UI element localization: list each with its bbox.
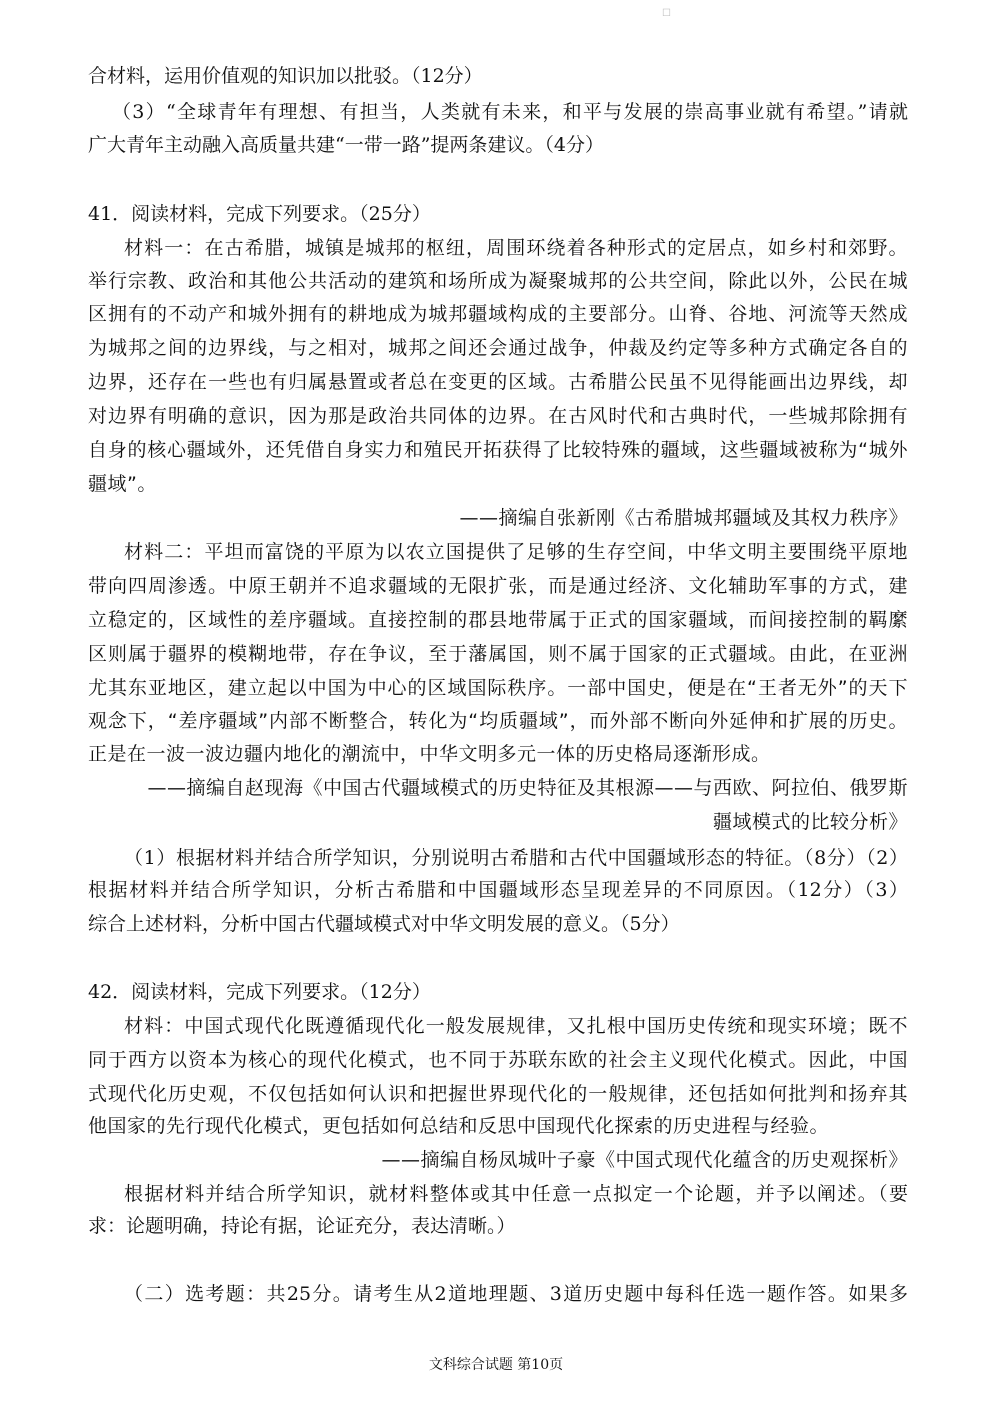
q42-m-line: 材料：中国式现代化既遵循现代化一般发展规律，又扎根中国历史传统和现实环境；既不 <box>124 1015 908 1037</box>
q41-m1-line: 举行宗教、政治和其他公共活动的建筑和场所成为凝聚城邦的公共空间，除此以外，公民在城 <box>88 270 908 292</box>
q41-m2-line: 观念下，“差序疆域”内部不断整合，转化为“均质疆域”，而外部不断向外延伸和扩展的历史。 <box>88 710 908 732</box>
q41-heading: 41．阅读材料，完成下列要求。（25分） <box>88 203 431 225</box>
q41-m2-source-line1: ——摘编自赵现海《中国古代疆域模式的历史特征及其根源——与西欧、阿拉伯、俄罗斯 <box>147 777 908 799</box>
q42-task-line: 求：论题明确，持论有据，论证充分，表达清晰。） <box>88 1215 516 1237</box>
q40-line: 合材料，运用价值观的知识加以批驳。（12分） <box>88 65 483 87</box>
q42-m-line: 同于西方以资本为核心的现代化模式，也不同于苏联东欧的社会主义现代化模式。因此，中国 <box>88 1049 908 1071</box>
q41-question-line: 综合上述材料，分析中国古代疆域模式对中华文明发展的意义。（5分） <box>88 913 680 935</box>
q42-m-line: 式现代化历史观，不仅包括如何认识和把握世界现代化的一般规律，还包括如何批判和扬弃其 <box>88 1083 908 1105</box>
q41-m2-line: 带向四周渗透。中原王朝并不追求疆域的无限扩张，而是通过经济、文化辅助军事的方式，建 <box>88 575 908 597</box>
q42-m-line: 他国家的先行现代化模式，更包括如何总结和反思中国现代化探索的历史进程与经验。 <box>88 1115 830 1137</box>
q41-m2-line: 尤其东亚地区，建立起以中国为中心的区域国际秩序。一部中国史，便是在“王者无外”的天下 <box>88 677 908 699</box>
q41-m2-line: 立稳定的，区域性的差序疆域。直接控制的郡县地带属于正式的国家疆域，而间接控制的羁縻 <box>88 609 908 631</box>
part2-line: （二）选考题：共25分。请考生从2道地理题、3道历史题中每科任选一题作答。如果多 <box>124 1283 908 1305</box>
q41-m1-line: 为城邦之间的边界线，与之相对，城邦之间还会通过战争，仲裁及约定等多种方式确定各自的 <box>88 337 908 359</box>
q41-question-line: （1）根据材料并结合所学知识，分别说明古希腊和古代中国疆域形态的特征。（8分）（2） <box>124 847 908 869</box>
page-footer: 文科综合试题 第10页 <box>428 1357 564 1373</box>
q41-m2-line: 正是在一波一波边疆内地化的潮流中，中华文明多元一体的历史格局逐渐形成。 <box>88 743 771 765</box>
q41-m1-line: 对边界有明确的意识，因为那是政治共同体的边界。在古风时代和古典时代，一些城邦除拥有 <box>88 405 908 427</box>
q41-m1-source: ——摘编自张新刚《古希腊城邦疆域及其权力秩序》 <box>459 507 908 529</box>
q42-source: ——摘编自杨凤城叶子豪《中国式现代化蕴含的历史观探析》 <box>381 1149 908 1171</box>
q41-m1-line: 自身的核心疆域外，还凭借自身实力和殖民开拓获得了比较特殊的疆域，这些疆域被称为“城外 <box>88 439 908 461</box>
q40-sub3-line1: （3）“全球青年有理想、有担当，人类就有未来，和平与发展的崇高事业就有希望。”请就 <box>112 101 908 123</box>
corner-mark: ☐ <box>662 8 671 19</box>
q42-heading: 42．阅读材料，完成下列要求。（12分） <box>88 981 431 1003</box>
q41-m1-line: 疆域”。 <box>88 473 157 495</box>
q40-sub3-line2: 广大青年主动融入高质量共建“一带一路”提两条建议。（4分） <box>88 134 605 156</box>
q42-task-line: 根据材料并结合所学知识，就材料整体或其中任意一点拟定一个论题，并予以阐述。（要 <box>124 1183 908 1205</box>
q41-question-line: 根据材料并结合所学知识，分析古希腊和中国疆域形态呈现差异的不同原因。（12分）（3） <box>88 879 908 901</box>
q41-m1-line: 边界，还存在一些也有归属悬置或者总在变更的区域。古希腊公民虽不见得能画出边界线，却 <box>88 371 908 393</box>
q41-m2-line: 区则属于疆界的模糊地带，存在争议，至于藩属国，则不属于国家的正式疆域。由此，在亚洲 <box>88 643 908 665</box>
q41-m2-line: 材料二：平坦而富饶的平原为以农立国提供了足够的生存空间，中华文明主要围绕平原地 <box>124 541 908 563</box>
q41-m1-line: 材料一：在古希腊，城镇是城邦的枢纽，周围环绕着各种形式的定居点，如乡村和郊野。 <box>124 237 908 259</box>
q41-m2-source-line2: 疆域模式的比较分析》 <box>712 811 908 833</box>
q41-m1-line: 区拥有的不动产和城外拥有的耕地成为城邦疆域构成的主要部分。山脊、谷地、河流等天然成 <box>88 303 908 325</box>
